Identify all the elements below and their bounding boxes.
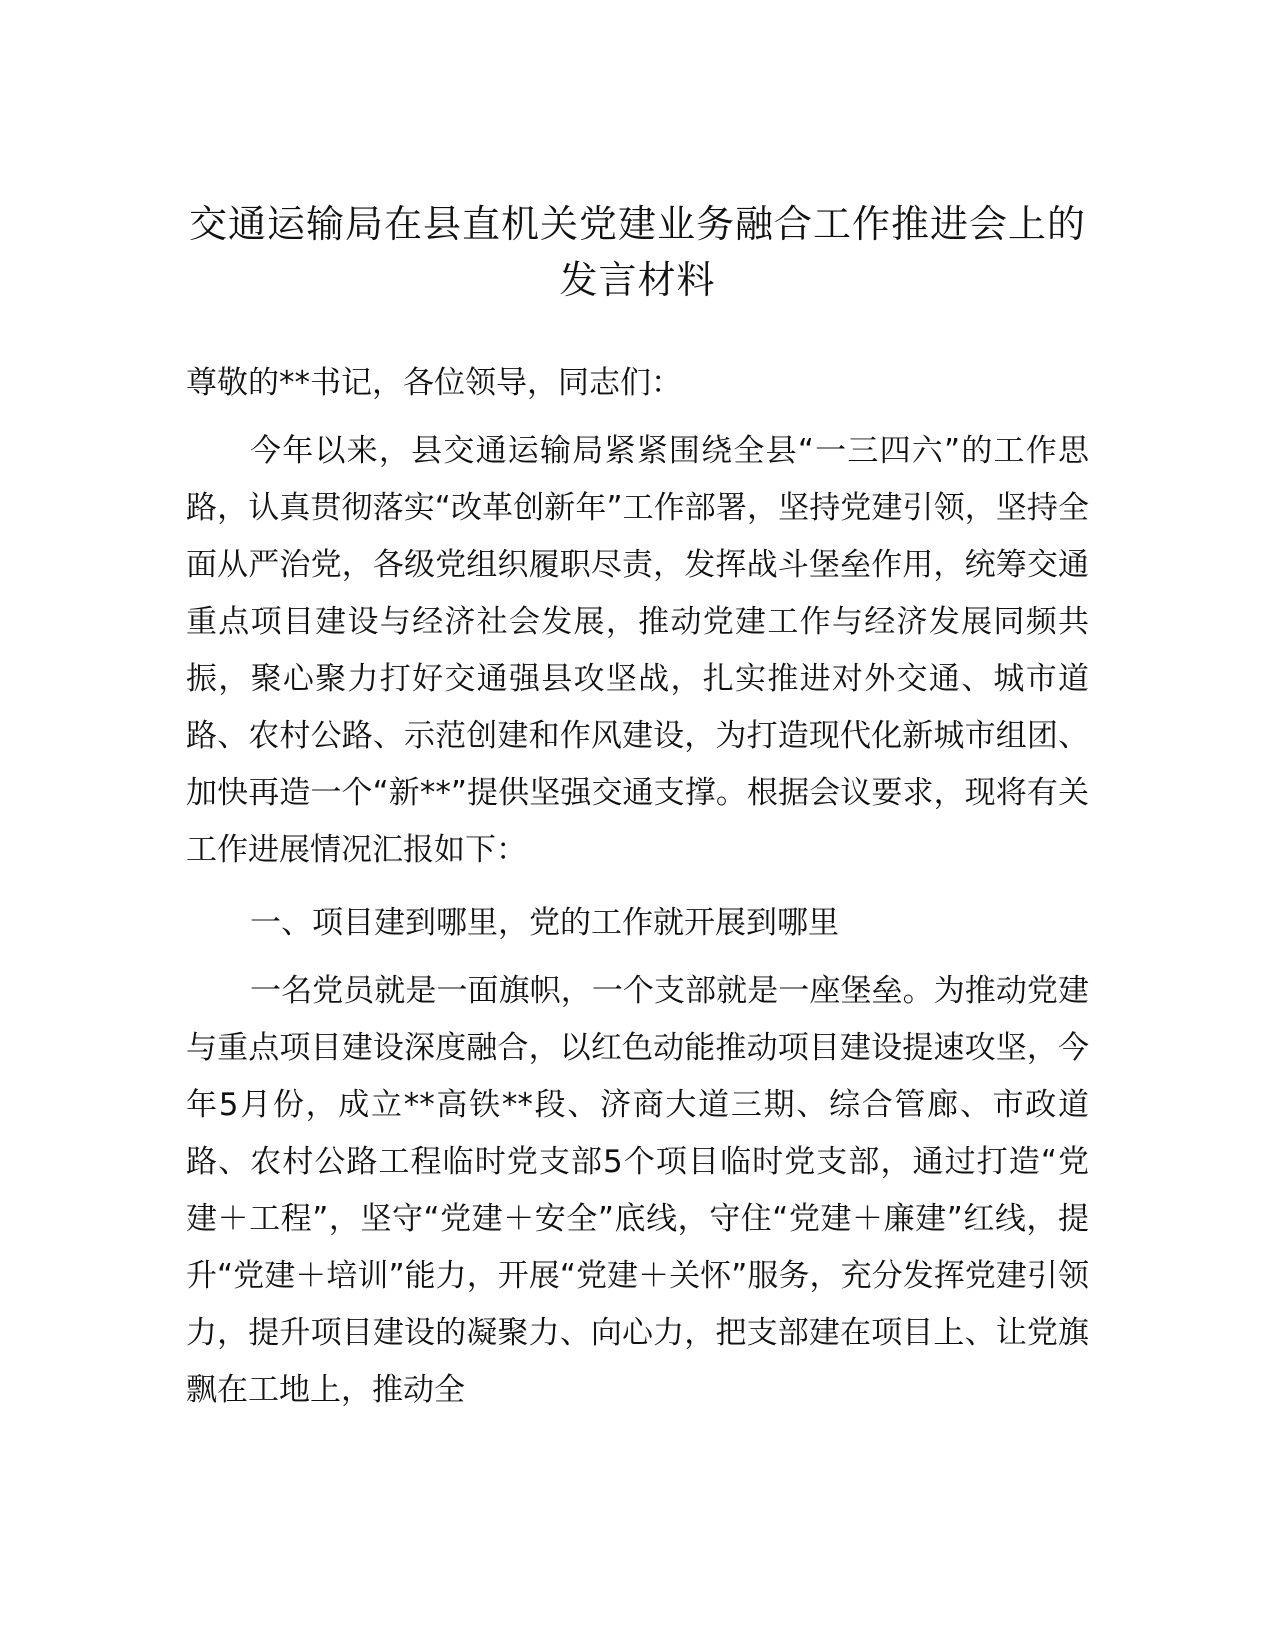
paragraph-intro: 今年以来，县交通运输局紧紧围绕全县“一三四六”的工作思路，认真贯彻落实“改革创新年”工作部署，坚持党建引领，坚持全面从严治党，各级党组织履职尽责，发挥战斗堡垒作用，统筹交通重点项目建设与经济社会发展，推动党建工作与经济发展同频共振，聚心聚力打好交通强县攻坚战，扎实推进对外交通、城市道路、农村公路、示范创建和作风建设，为打造现代化新城市组团、加快再造一个“新**”提供坚强交通支撑。根据会议要求，现将有关工作进展情况汇报如下： [186,433,1089,868]
section-heading-1: 一、项目建到哪里，党的工作就开展到哪里 [250,905,839,941]
document-title: 交通运输局在县直机关党建业务融合工作推进会上的发言材料 [188,202,1086,302]
paragraph-section-1: 一名党员就是一面旗帜，一个支部就是一座堡垒。为推动党建与重点项目建设深度融合，以红色动能推动项目建设提速攻坚，今年5月份，成立**高铁**段、济商大道三期、综合管廊、市政道路、农村公路工程临时党支部5个项目临时党支部，通过打造“党建＋工程”，坚守“党建＋安全”底线，守住“党建＋廉建”红线，提升“党建＋培训”能力，开展“党建＋关怀”服务，充分发挥党建引领力，提升项目建设的凝聚力、向心力，把支部建在项目上、让党旗飘在工地上，推动全 [186,973,1089,1408]
salutation: 尊敬的**书记，各位领导，同志们： [186,365,682,401]
